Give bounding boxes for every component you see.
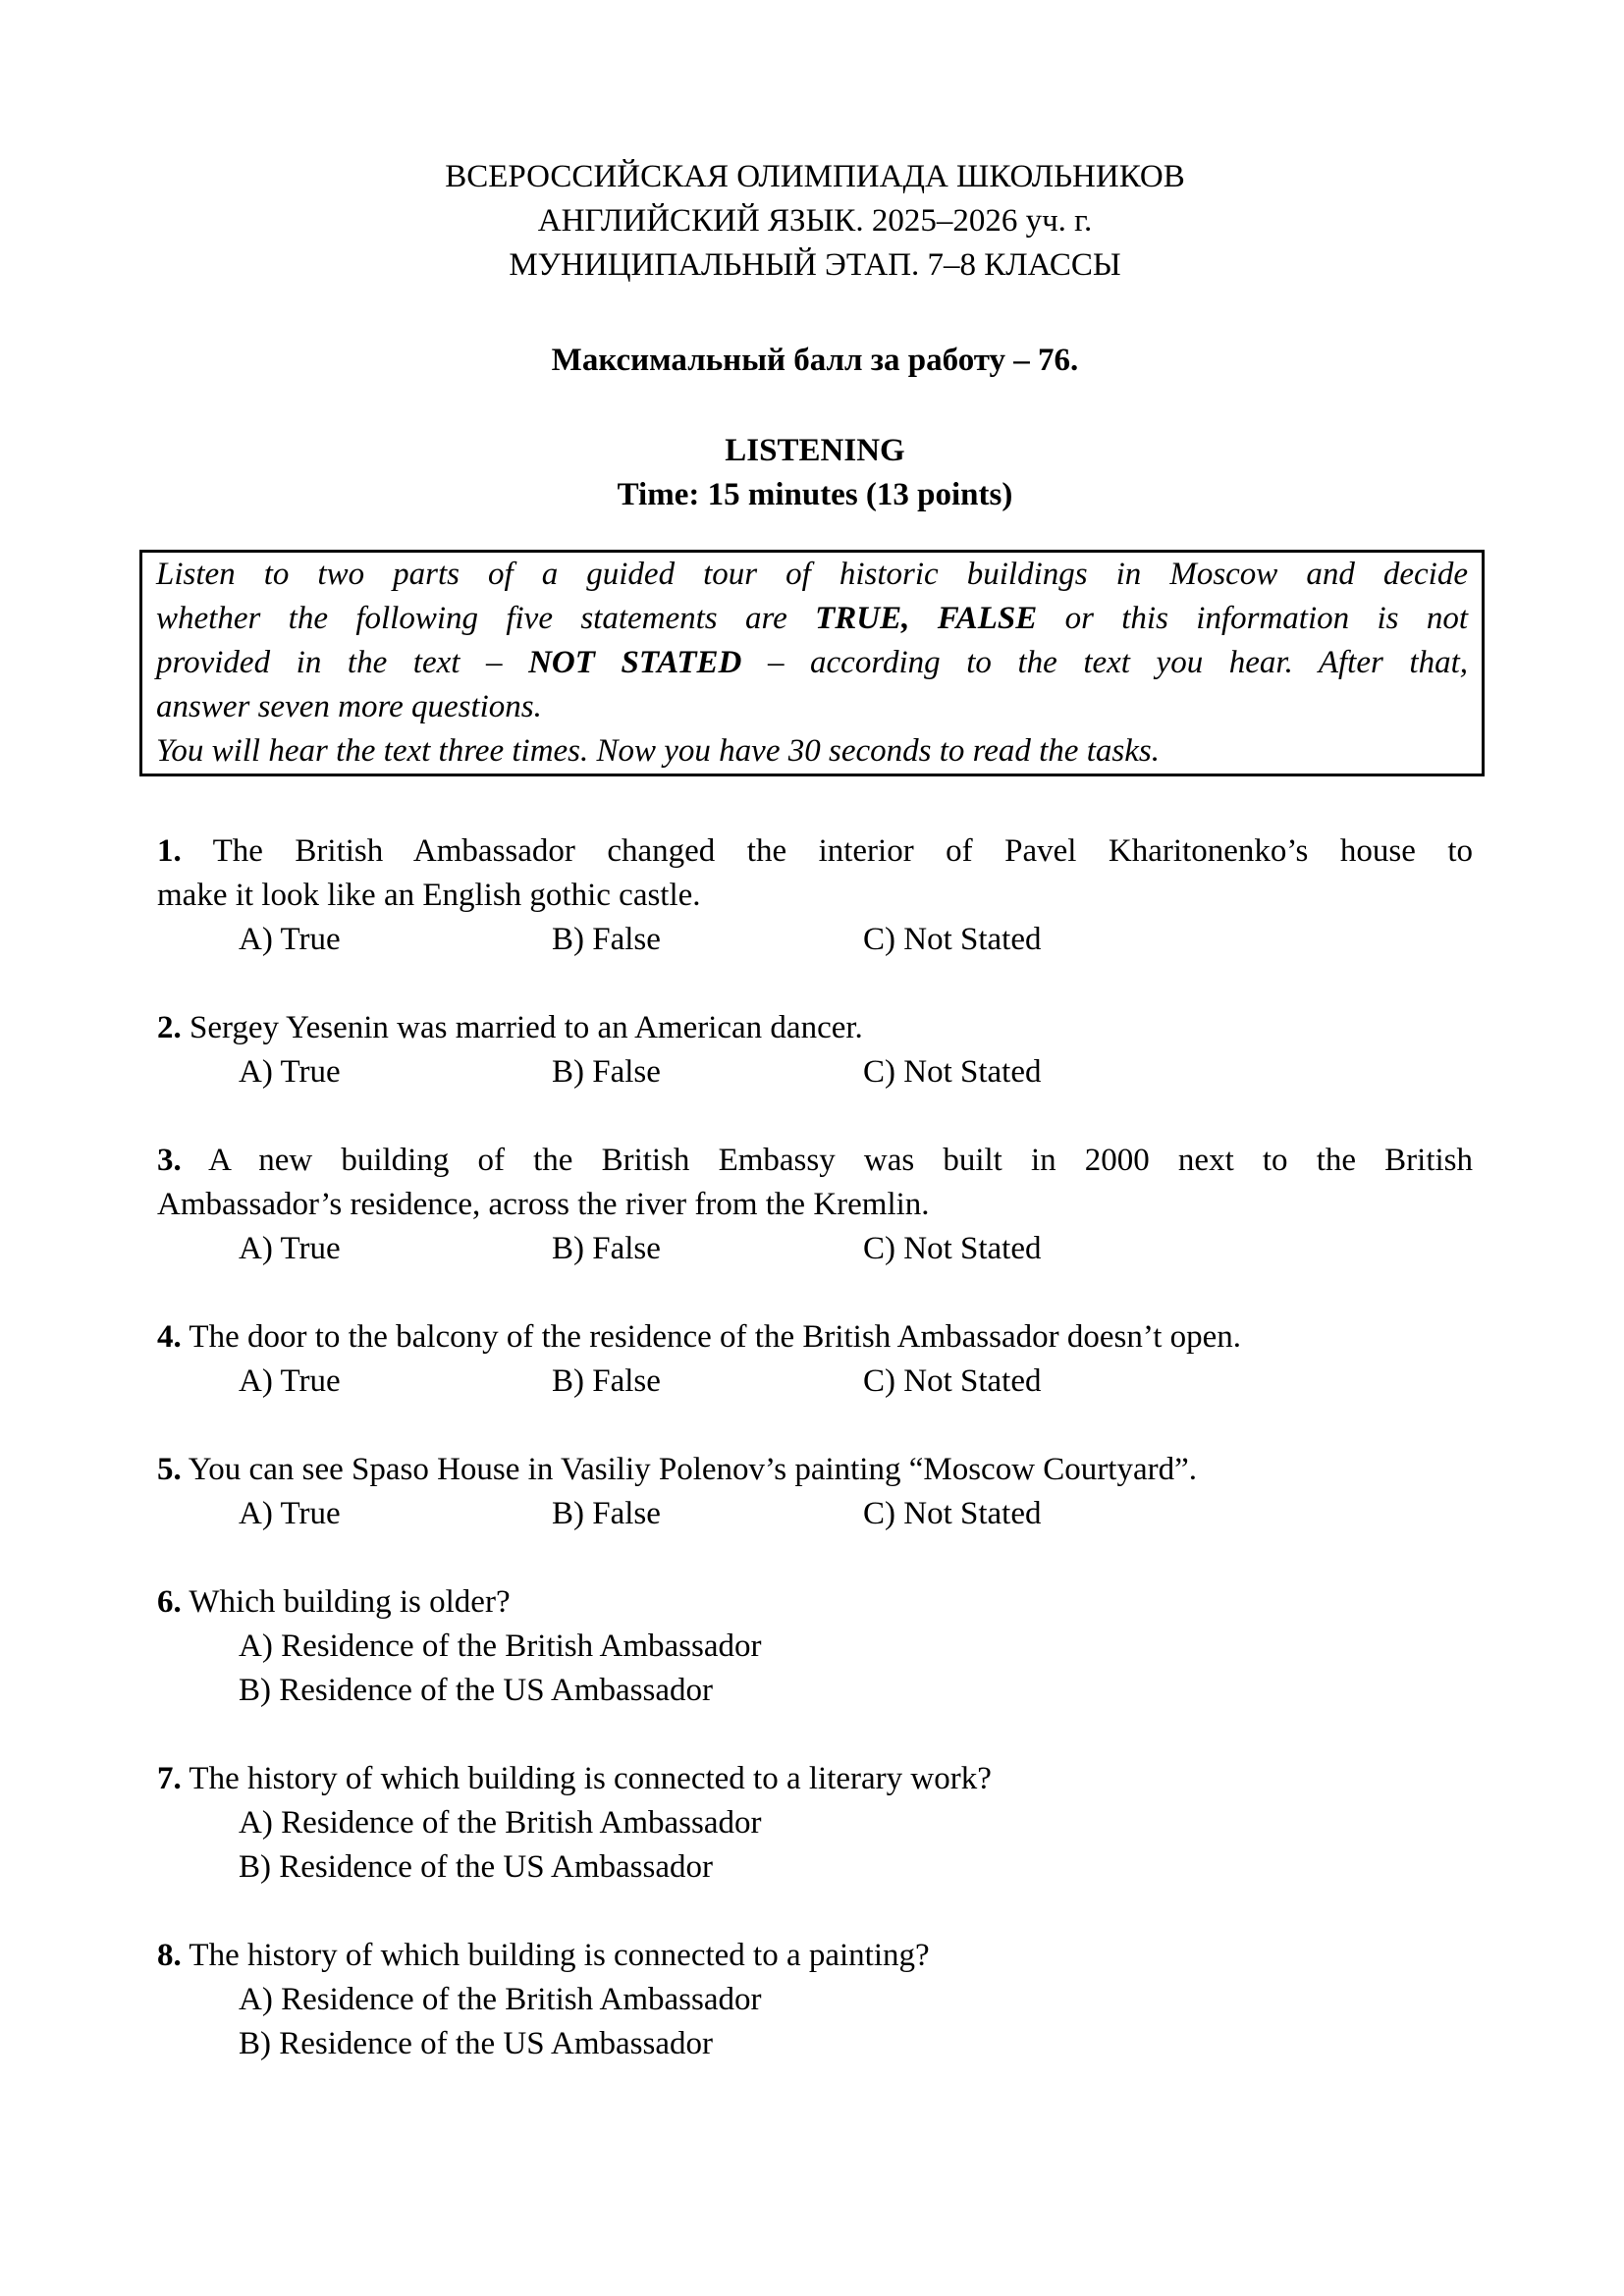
question-6-text [157,1580,1473,1625]
question-3-statement: A new building of the British Embassy was built in 2000 next to the British [208,1143,1473,1178]
header-olympiad-title: ВСЕРОССИЙСКАЯ ОЛИМПИАДА ШКОЛЬНИКОВ [445,159,1185,194]
question-1-statement: The British Ambassador changed the interior of Pavel Kharitonenko’s house to [212,833,1473,869]
instruction-box [139,550,1485,776]
question-7-option-b: B) Residence of the US Ambassador [239,1849,713,1885]
questions-section [157,829,1473,2066]
question-4-option-true: A) True [239,1363,341,1399]
question-2-options [157,1050,1473,1095]
question-3-number: 3. [157,1143,182,1178]
header-subject-year: АНГЛИЙСКИЙ ЯЗЫК. 2025–2026 уч. г. [537,203,1093,239]
question-1 [157,829,1473,962]
question-7-statement: The history of which building is connected to a literary work? [189,1761,992,1796]
question-5-number: 5. [157,1452,182,1487]
question-2-option-true: A) True [239,1054,341,1090]
question-1-text [157,829,1473,874]
question-4-statement: The door to the balcony of the residence of the British Ambassador doesn’t open. [189,1319,1242,1355]
question-1-statement-continued: make it look like an English gothic castle. [157,878,701,913]
question-7-text [157,1757,1473,1801]
instruction-line-1: Listen to two parts of a guided tour of historic buildings in Moscow and decide [156,557,1468,592]
question-4 [157,1315,1473,1404]
question-8 [157,1934,1473,2066]
question-3-options [157,1227,1473,1271]
question-5-option-not-stated: C) Not Stated [863,1496,1042,1531]
question-3-option-true: A) True [239,1231,341,1266]
question-8-number: 8. [157,1938,182,1973]
question-8-option-b: B) Residence of the US Ambassador [239,2026,713,2061]
question-3-option-not-stated: C) Not Stated [863,1231,1042,1266]
question-4-option-not-stated: C) Not Stated [863,1363,1042,1399]
question-1-option-false: B) False [552,922,661,957]
question-1-option-true: A) True [239,922,341,957]
instruction-line-5: You will hear the text three times. Now you have 30 seconds to read the tasks. [156,733,1160,769]
question-6-option-b: B) Residence of the US Ambassador [239,1673,713,1708]
question-2-option-false: B) False [552,1054,661,1090]
section-time: Time: 15 minutes (13 points) [617,477,1013,512]
instruction-line-3-post: – according to the text you hear. After that, [741,645,1468,680]
question-8-text [157,1934,1473,1978]
question-5-text [157,1448,1473,1492]
question-4-options [157,1360,1473,1404]
question-6-option-a: A) Residence of the British Ambassador [239,1629,762,1664]
instruction-line-2 [156,597,1468,641]
question-3-text [157,1139,1473,1183]
question-4-option-false: B) False [552,1363,661,1399]
max-score-line: Максимальный балл за работу – 76. [551,343,1079,378]
question-7-number: 7. [157,1761,182,1796]
question-6 [157,1580,1473,1713]
instruction-not-stated-keyword: NOT STATED [528,645,742,680]
question-2-statement: Sergey Yesenin was married to an American dancer. [189,1010,863,1045]
question-8-statement: The history of which building is connected to a painting? [189,1938,930,1973]
question-8-option-a: A) Residence of the British Ambassador [239,1982,762,2017]
header-stage-grades: МУНИЦИПАЛЬНЫЙ ЭТАП. 7–8 КЛАССЫ [509,247,1121,283]
question-2-option-not-stated: C) Not Stated [863,1054,1042,1090]
question-7 [157,1757,1473,1890]
question-1-option-not-stated: C) Not Stated [863,922,1042,957]
question-5-option-false: B) False [552,1496,661,1531]
question-5-statement: You can see Spaso House in Vasiliy Polenov’s painting “Moscow Courtyard”. [188,1452,1197,1487]
instruction-line-3-pre: provided in the text – [156,645,529,680]
question-4-text [157,1315,1473,1360]
question-2 [157,1006,1473,1095]
instruction-line-2-pre: whether the following five statements are [156,601,816,636]
question-2-number: 2. [157,1010,182,1045]
question-1-number: 1. [157,833,182,869]
instruction-line-3 [156,641,1468,685]
question-3 [157,1139,1473,1271]
question-5-options [157,1492,1473,1536]
question-2-text [157,1006,1473,1050]
instruction-line-4: answer seven more questions. [156,689,542,724]
instruction-true-false-keyword: TRUE, FALSE [815,601,1038,636]
question-3-option-false: B) False [552,1231,661,1266]
question-1-options [157,918,1473,962]
question-5-option-true: A) True [239,1496,341,1531]
question-5 [157,1448,1473,1536]
question-7-option-a: A) Residence of the British Ambassador [239,1805,762,1841]
question-6-statement: Which building is older? [189,1584,511,1620]
section-title: LISTENING [725,433,905,468]
question-6-number: 6. [157,1584,182,1620]
document-header [157,155,1473,288]
question-4-number: 4. [157,1319,182,1355]
instruction-line-2-post: or this information is not [1037,601,1468,636]
question-3-statement-continued: Ambassador’s residence, across the river from the Kremlin. [157,1187,930,1222]
